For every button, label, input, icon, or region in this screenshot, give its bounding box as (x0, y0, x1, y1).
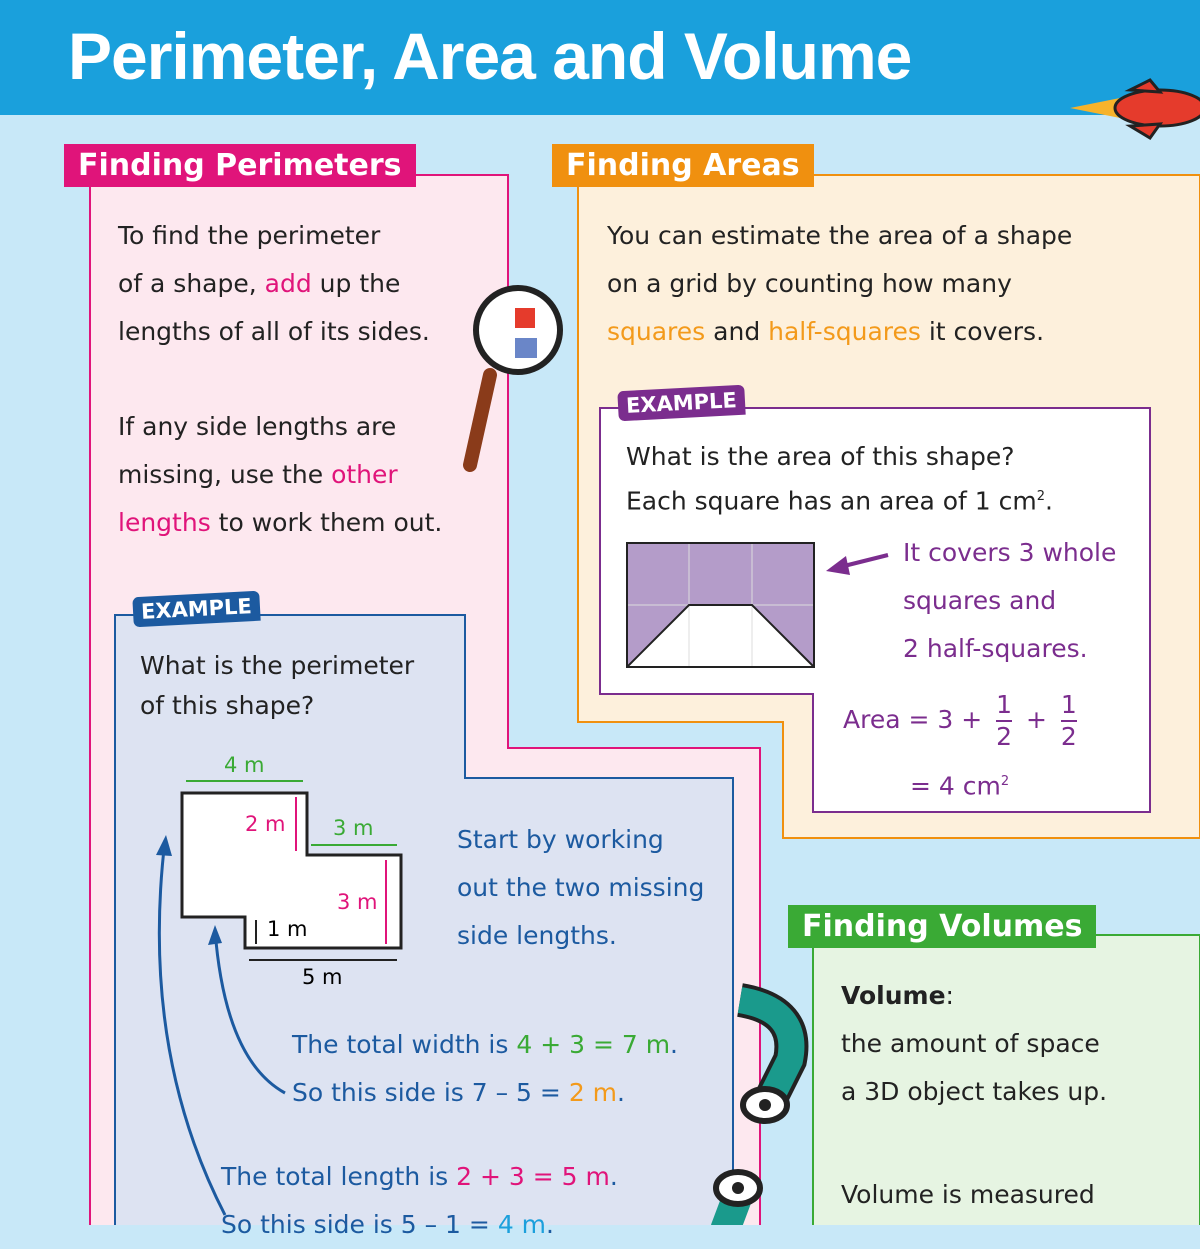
label-bottom: 5 m (302, 965, 343, 989)
length-working: The total length is 2 + 3 = 5 m. So this side is 5 – 1 = 4 m. (221, 1162, 618, 1239)
areas-heading: Finding Areas (552, 144, 814, 187)
volume-definition: Volume: the amount of space a 3D object takes up. (841, 981, 1108, 1106)
area-question: What is the area of this shape? Each square has an area of 1 $cm^2$. (626, 442, 1053, 516)
area-example-tag: EXAMPLE (617, 385, 745, 422)
label-step: 3 m (333, 816, 374, 840)
area-calculation: Area = 3 + $\frac{1}{2}$ + $\frac{1}{2}$ (843, 690, 1077, 751)
hint-text: Start by working out the two missing side lengths. (457, 825, 705, 950)
perimeters-heading: Finding Perimeters (64, 144, 416, 187)
perimeter-missing-tip: If any side lengths are missing, use the other lengths to work them out. (118, 412, 443, 537)
label-left-inner: 2 m (245, 812, 286, 836)
area-grid-shape (627, 543, 814, 667)
area-note: It covers 3 whole squares and 2 half-squares. (903, 538, 1117, 663)
width-working: The total width is 4 + 3 = 7 m. So this side is 7 – 5 = 2 m. (292, 1030, 678, 1107)
label-right: 3 m (337, 890, 378, 914)
area-result: = 4 $cm^2$ (910, 771, 1010, 801)
perimeter-question: What is the perimeter of this shape? (140, 651, 415, 720)
perimeter-example-tag: EXAMPLE (132, 591, 260, 628)
perimeter-intro: To find the perimeter of a shape, add up the lengths of all of its sides. (118, 221, 430, 346)
label-notch: 1 m (267, 917, 308, 941)
area-intro: You can estimate the area of a shape on a grid by counting how many squares and half-squares it covers. (607, 221, 1073, 346)
volumes-heading: Finding Volumes (788, 905, 1096, 948)
rocket-icon (1070, 80, 1200, 138)
page-title: Perimeter, Area and Volume (68, 19, 912, 93)
label-top: 4 m (224, 753, 265, 777)
volume-measured-text: Volume is measured (841, 1180, 1095, 1209)
